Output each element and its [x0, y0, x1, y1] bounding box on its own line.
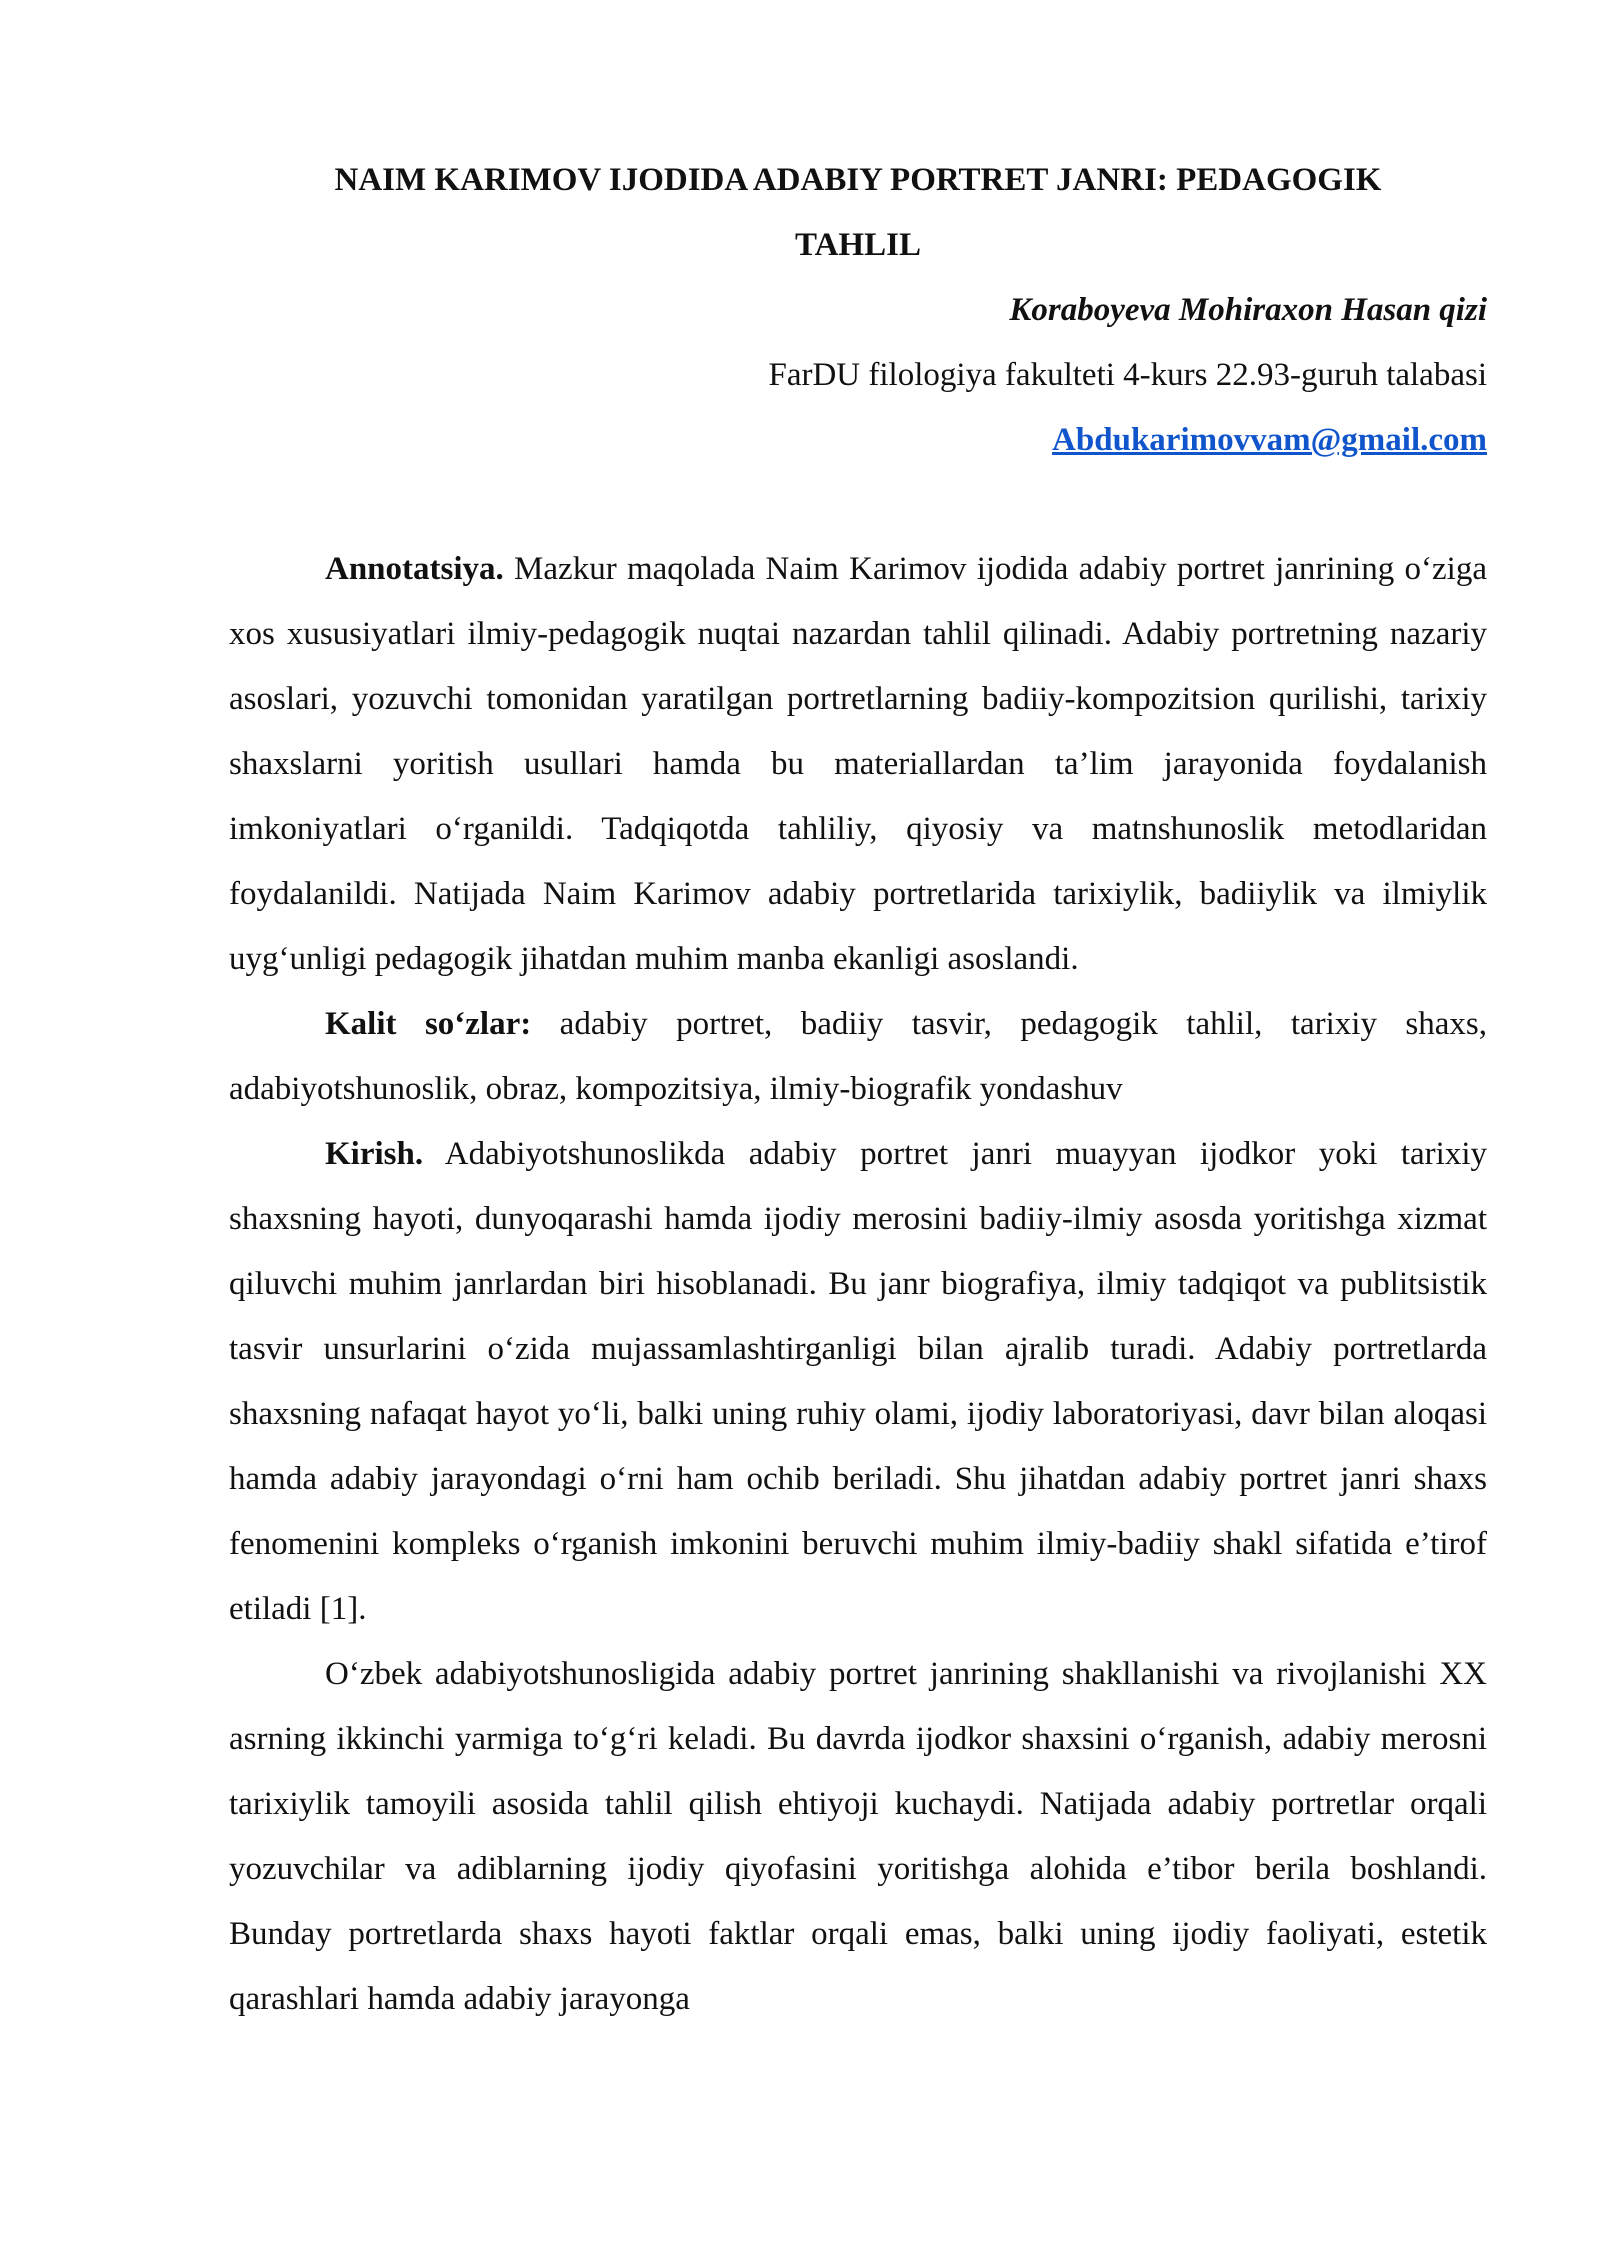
article-title: [229, 148, 1487, 278]
title-line-1: NAIM KARIMOV IJODIDA ADABIY PORTRET JANRI: PEDAGOGIK: [334, 162, 1382, 198]
author-affiliation: FarDU filologiya fakulteti 4-kurs 22.93-guruh talabasi: [768, 357, 1487, 393]
intro-label: Kirish.: [325, 1136, 424, 1172]
keywords-paragraph: [229, 992, 1487, 1122]
body-paragraph-2: O‘zbek adabiyotshunosligida adabiy portret janrining shakllanishi va rivojlanishi XX asrning ikkinchi yarmiga to‘g‘ri keladi. Bu davrda ijodkor shaxsini o‘rganish, adabiy merosni tarixiylik tamoyili asosida tahlil qilish ehtiyoji kuchaydi. Natijada adabiy portretlar orqali yozuvchilar va adiblarning ijodiy qiyofasini yoritishga alohida e’tibor berila boshlandi. Bunday portretlarda shaxs hayoti faktlar orqali emas, balki uning ijodiy faoliyati, estetik qarashlari hamda adabiy jarayonga: [229, 1656, 1487, 2017]
annotation-paragraph: [229, 537, 1487, 992]
author-email-link[interactable]: Abdukarimovvam@gmail.com: [1052, 422, 1487, 458]
annotation-label: Annotatsiya.: [325, 551, 504, 587]
section-spacer: [229, 473, 1487, 537]
page-content: [229, 148, 1487, 2032]
author-name: Koraboyeva Mohiraxon Hasan qizi: [1009, 292, 1487, 328]
author-email-line: [229, 408, 1487, 473]
keywords-label: Kalit so‘zlar:: [325, 1006, 532, 1042]
title-line-2: TAHLIL: [795, 227, 921, 263]
keywords-text: adabiy portret, badiiy tasvir, pedagogik tahlil, tarixiy shaxs, adabiyotshunoslik, obraz, kompozitsiya, ilmiy-biografik yondashuv: [229, 1006, 1487, 1107]
intro-text: Adabiyotshunoslikda adabiy portret janri muayyan ijodkor yoki tarixiy shaxsning hayoti, dunyoqarashi hamda ijodiy merosini badiiy-ilmiy asosda yoritishga xizmat qiluvchi muhim janrlardan biri hisoblanadi. Bu janr biografiya, ilmiy tadqiqot va publitsistik tasvir unsurlarini o‘zida mujassamlashtirganligi bilan ajralib turadi. Adabiy portretlarda shaxsning nafaqat hayot yo‘li, balki uning ruhiy olami, ijodiy laboratoriyasi, davr bilan aloqasi hamda adabiy jarayondagi o‘rni ham ochib beriladi. Shu jihatdan adabiy portret janri shaxs fenomenini kompleks o‘rganish imkonini beruvchi muhim ilmiy-badiiy shakl sifatida e’tirof etiladi [1].: [229, 1136, 1487, 1627]
intro-paragraph: [229, 1122, 1487, 1642]
annotation-text: Mazkur maqolada Naim Karimov ijodida adabiy portret janrining o‘ziga xos xususiyatlari ilmiy-pedagogik nuqtai nazardan tahlil qilinadi. Adabiy portretning nazariy asoslari, yozuvchi tomonidan yaratilgan portretlarning badiiy-kompozitsion qurilishi, tarixiy shaxslarni yoritish usullari hamda bu materiallardan ta’lim jarayonida foydalanish imkoniyatlari o‘rganildi. Tadqiqotda tahliliy, qiyosiy va matnshunoslik metodlaridan foydalanildi. Natijada Naim Karimov adabiy portretlarida tarixiylik, badiiylik va ilmiylik uyg‘unligi pedagogik jihatdan muhim manba ekanligi asoslandi.: [229, 551, 1487, 977]
